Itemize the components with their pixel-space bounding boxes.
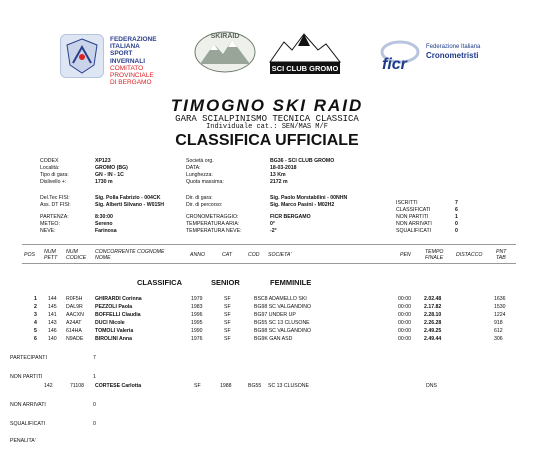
np-nome: CORTESE Carlotta [95,383,142,389]
cell-pen: 00:00 [398,320,411,326]
cell-anno: 1990 [191,328,203,334]
cell-nome: BIROLINI Anna [95,336,132,342]
cell-nome: PEZZOLI Paola [95,304,133,310]
lunghezza-value: 13 Km [270,172,286,178]
cell-cat: SF [224,328,231,334]
col-pen: PEN [400,252,411,258]
cell-tempo: 2.49.44 [424,336,442,342]
cell-anno: 1983 [191,304,203,310]
cell-tempo: 2.28.10 [424,312,442,318]
ficr-line: Federazione Italiana [426,44,481,50]
codex-value: XP123 [95,158,111,164]
summary-non-partiti-label: NON PARTITI [10,374,43,380]
col-distacco: DISTACCO [456,252,483,258]
del-tec-label: Del.Tec FISI: [40,195,70,201]
np-anno: 1988 [220,383,232,389]
section-senior: SENIOR [211,278,240,287]
cell-codice: N9ADE [66,336,84,342]
skiraid-logo [190,26,260,74]
ass-dt-label: Ass. DT FISI: [40,202,71,208]
cell-tempo: 2.02.48 [424,296,442,302]
cell-pett: 146 [48,328,57,334]
col-anno: ANNO [190,252,205,258]
squalificati-value: 0 [455,228,458,234]
cell-pett: 141 [48,312,57,318]
summary-non-partiti-value: 1 [93,374,96,380]
non-partiti-value: 1 [455,214,458,220]
cell-pos: 4 [34,320,37,326]
cell-pen: 00:00 [398,296,411,302]
non-arrivati-label: NON ARRIVATI [396,221,432,227]
cell-pos: 6 [34,336,37,342]
cell-societa: BG9K GAN ASD [254,336,293,342]
cell-pen: 00:00 [398,304,411,310]
summary-squalificati-label: SQUALIFICATI [10,421,46,427]
iscritti-value: 7 [455,200,458,206]
partecipanti-label: PARTECIPANTI [10,355,47,361]
cell-pett: 140 [48,336,57,342]
cell-pett: 145 [48,304,57,310]
cell-pett: 144 [48,296,57,302]
data-label: DATA: [186,165,201,171]
cell-pnt: 306 [494,336,503,342]
race-subtitle: GARA SCIALPINISMO TECNICA CLASSICA [175,114,359,124]
cell-tempo: 2.49.25 [424,328,442,334]
col-pos: POS [24,252,35,258]
np-cod: BG55 [248,383,262,389]
data-value: 18-03-2018 [270,165,297,171]
col-cat: CAT [222,252,232,258]
partenza-value: 8:30:00 [95,214,113,220]
cell-pnt: 1530 [494,304,506,310]
header-rule-bottom [22,263,516,264]
fisi-text [110,36,200,86]
cell-codice: DAL9R [66,304,83,310]
cell-societa: BG98 SC VALGANDINO [254,328,311,334]
summary-penalita-label: PENALITA' [10,438,36,444]
dislivello-value: 1730 m [95,179,113,185]
fisi-sub-line: PROVINCIALE [110,72,154,80]
neve-value: Farinosa [95,228,117,234]
summary-non-arrivati-label: NON ARRIVATI [10,402,46,408]
summary-non-arrivati-value: 0 [93,402,96,408]
del-tec-value: Sig. Polla Fabrizio - 004CK [95,195,161,201]
classificati-value: 6 [455,207,458,213]
fisi-sub-line: COMITATO [110,64,144,72]
cell-codice: AACXN [66,312,84,318]
col-num-codice-2: CODICE [66,255,87,261]
codex-label: CODEX [40,158,59,164]
cell-pos: 2 [34,304,37,310]
col-concorrente-2: NOME [95,255,111,261]
cell-nome: BOFFELLI Claudia [95,312,141,318]
cell-pos: 5 [34,328,37,334]
tipo-label: Tipo di gara: [40,172,69,178]
cell-cat: SF [224,296,231,302]
fisi-line: INVERNALI [110,57,146,65]
dislivello-label: Dislivello +: [40,179,67,185]
temp-aria-value: 0° [270,221,275,227]
meteo-value: Sereno [95,221,113,227]
cell-pen: 00:00 [398,312,411,318]
ass-dt-value: Sig. Alberti Silvano - W015H [95,202,164,208]
col-tempo: TEMPO [425,249,444,255]
temp-neve-value: -2° [270,228,277,234]
classifica-title: CLASSIFICA UFFICIALE [175,132,359,149]
fisi-line: FEDERAZIONE [110,36,157,43]
fisi-line: SPORT [110,50,133,58]
crono-label: CRONOMETRAGGIO: [186,214,239,220]
np-societa: SC 13 CLUSONE [268,383,309,389]
sci-club-gromo-logo [268,28,342,76]
ficr-logo [376,36,492,76]
cell-codice: R0F5H [66,296,83,302]
np-cat: SF [194,383,201,389]
col-concorrente: CONCORRENTE COGNOME [95,249,165,255]
cell-anno: 1996 [191,312,203,318]
col-tempo-2: FINALE [425,255,444,261]
fisi-line: ITALIANA [110,43,140,51]
col-societa: SOCIETA' [268,252,292,258]
neve-label: NEVE: [40,228,56,234]
section-classifica: CLASSIFICA [137,278,182,287]
cell-codice: A24AT [66,320,82,326]
cell-societa: BG98 SC VALGANDINO [254,304,311,310]
soc-org-value: BG36 - SCI CLUB GROMO [270,158,335,164]
np-status: DNS [426,383,437,389]
fisi-sub-line: DI BERGAMO [110,79,152,87]
col-pnt: PNT [496,249,507,255]
iscritti-label: ISCRITTI [396,200,418,206]
section-femminile: FEMMINILE [270,278,312,287]
cell-anno: 1976 [191,336,203,342]
non-arrivati-value: 0 [455,221,458,227]
cell-cat: SF [224,312,231,318]
cell-societa: BSC8 ADAMELLO SKI [254,296,307,302]
cell-pnt: 1224 [494,312,506,318]
np-pett: 142 [44,383,53,389]
quota-value: 2172 m [270,179,288,185]
meteo-label: METEO: [40,221,60,227]
quota-label: Quota massima: [186,179,224,185]
cell-cat: SF [224,304,231,310]
fisi-shield-icon [60,34,104,78]
classificati-label: CLASSIFICATI [396,207,431,213]
dir-perc-value: Sig. Marco Pasini - M02H2 [270,202,335,208]
cell-anno: 1979 [191,296,203,302]
dir-gara-value: Sig. Paolo Morstabilini - 00NHN [270,195,348,201]
cell-pen: 00:00 [398,328,411,334]
squalificati-label: SQUALIFICATI [396,228,432,234]
cell-nome: DUCI Nicole [95,320,125,326]
temp-aria-label: TEMPERATURA ARIA: [186,221,240,227]
header-rule-top [22,244,516,245]
temp-neve-label: TEMPERATURA NEVE: [186,228,242,234]
np-codice: 71108 [70,383,85,389]
cell-cat: SF [224,336,231,342]
cell-societa: BG97 UNDER UP [254,312,296,318]
cell-pen: 00:00 [398,336,411,342]
race-title: TIMOGNO SKI RAID [170,96,364,115]
cell-codice: 614HA [66,328,82,334]
cell-pos: 1 [34,296,37,302]
partecipanti-value: 7 [93,355,96,361]
cell-pnt: 612 [494,328,503,334]
localita-value: GROMO (BG) [95,165,128,171]
col-num-codice: NUM [66,249,78,255]
cell-pnt: 918 [494,320,503,326]
col-num-pett-2: PETT [44,255,58,261]
col-pnt-2: TAB [496,255,506,261]
cell-tempo: 2.17.82 [424,304,442,310]
cell-pos: 3 [34,312,37,318]
col-num-pett: NUM [44,249,56,255]
cell-societa: BG55 SC 13 CLUSONE [254,320,310,326]
cell-cat: SF [224,320,231,326]
crono-value: FICR BERGAMO [270,214,311,220]
tipo-value: GN - IN - 1C [95,172,124,178]
lunghezza-label: Lunghezza: [186,172,213,178]
dir-perc-label: Dir. di percorso: [186,202,223,208]
cell-tempo: 2.26.28 [424,320,442,326]
localita-label: Località: [40,165,60,171]
non-partiti-label: NON PARTITI [396,214,429,220]
ficr-line: Cronometristi [426,51,479,60]
cell-pnt: 1636 [494,296,506,302]
skiraid-text: SKIRAID [210,33,240,40]
ficr-word: ficr [382,56,407,73]
summary-squalificati-value: 0 [93,421,96,427]
cell-pett: 143 [48,320,57,326]
soc-org-label: Società org. [186,158,214,164]
partenza-label: PARTENZA: [40,214,69,220]
cell-nome: TOMOLI Valeria [95,328,134,334]
gromo-text: SCI CLUB GROMO [271,64,339,73]
dir-gara-label: Dir. di gara: [186,195,213,201]
col-cod: COD [248,252,260,258]
cell-anno: 1995 [191,320,203,326]
race-subtitle-2: Individuale cat.: SEN/MAS M/F [206,123,328,131]
cell-nome: GHIRARDI Corinna [95,296,142,302]
